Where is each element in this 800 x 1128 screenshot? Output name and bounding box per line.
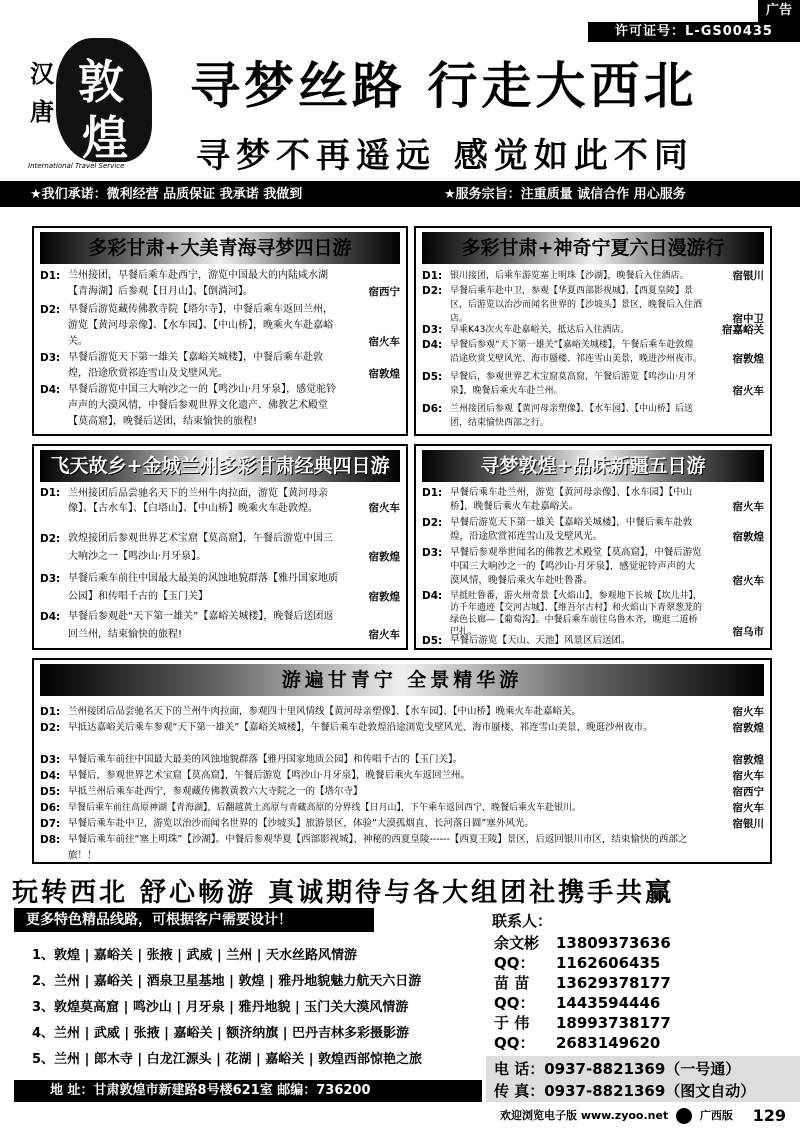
license-number: 许可证号：L-GS00435: [588, 22, 800, 42]
day-text: 敦煌接团后参观世界艺术宝窟【莫高窟】，午餐后游览中国三大响沙之一【鸣沙山·月牙泉】。: [68, 533, 333, 562]
day-label: D6:: [40, 802, 61, 814]
day-text: 早抵吐鲁番，游火州奇景【火焰山】，参观地下长城【坎儿井】，访千年遗迹【交河古城】、【维吾尔古村】和火焰山下青翠葱茏的绿色长廊—【葡萄沟】。中餐后乘车前往乌鲁木齐，晚逛二道桥巴扎。: [450, 591, 703, 637]
day-text: 早餐后，参观世界艺术宝窟【莫高窟】，午餐后游览【鸣沙山·月牙泉】，晚餐后乘火车返回兰州。: [68, 770, 471, 781]
subheadline: 寻梦不再遥远 感觉如此不同: [196, 136, 694, 176]
tour-day: [422, 338, 764, 366]
day-text: 银川接团，后乘车游览塞上明珠【沙湖】，晚餐后入住酒店。: [450, 271, 689, 281]
day-label: D3:: [422, 547, 443, 559]
service-text: ★服务宗旨：注重质量 诚信合作 用心服务: [444, 187, 686, 202]
day-label: D3:: [40, 754, 61, 766]
tour-day: [40, 382, 400, 430]
page-number: 129: [752, 1106, 786, 1125]
day-text: 早餐后乘车前往中国最大最美的风蚀地貌群落【雅丹国家地质公园】和传唱千古的【玉门关】: [68, 573, 338, 602]
day-stay: 宿火车: [368, 502, 400, 514]
tour-day: [40, 784, 764, 800]
contact-name: 于 伟: [494, 1014, 530, 1032]
day-text: 兰州接团后品尝驰名天下的兰州牛肉拉面，游览【黄河母亲像】、【古水车】、【白塔山】、【中山桥】晚乘火车赴敦煌。: [68, 488, 328, 514]
day-stay: 宿火车: [732, 501, 764, 513]
tour-title: 寻梦敦煌+品味新疆五日游: [422, 450, 764, 482]
tour-day: [422, 370, 764, 398]
logo-char: 唐: [30, 97, 54, 126]
day-text: 早餐后参观赴“天下第一雄关”【嘉峪关城楼】，晚餐后送团返回兰州，结束愉快的旅程!: [68, 611, 334, 640]
day-text: 兰州接团后品尝驰名天下的兰州牛肉拉面，参观四十里风情线【黄河母亲塑像】、【水车园】、【中山桥】晚乘火车赴嘉峪关。: [68, 706, 582, 717]
tour-day: [40, 832, 764, 864]
tour-title: 飞天故乡+金城兰州多彩甘肃经典四日游: [40, 450, 400, 482]
day-stay: 宿西宁: [732, 786, 764, 798]
day-stay: 宿敦煌: [732, 531, 764, 543]
day-label: D3:: [40, 573, 61, 585]
day-label: D5:: [40, 786, 61, 798]
day-label: D1:: [422, 270, 443, 282]
route-item: 3、敦煌莫高窟 | 鸣沙山 | 月牙泉 | 雅丹地貌 | 玉门关大漠风情游: [32, 1000, 409, 1015]
tour-day: [422, 322, 764, 338]
day-stay: 宿敦煌: [368, 368, 400, 380]
day-text: 早抵达嘉峪关后乘车参观“天下第一雄关”【嘉峪关城楼】，午餐后乘车赴敦煌沿途浏览戈壁风光、海市蜃楼、祁连雪山美景，晚逛沙州夜市。: [68, 722, 653, 733]
day-stay: 宿敦煌: [732, 754, 764, 766]
tour-box-1: [32, 226, 408, 436]
day-stay: 宿火车: [732, 770, 764, 782]
headline: 寻梦丝路 行走大西北: [190, 57, 698, 115]
contact-value: 2683149620: [556, 1034, 661, 1052]
tour-day: [422, 546, 764, 588]
day-label: D6:: [422, 403, 443, 415]
day-label: D5:: [422, 635, 443, 647]
day-text: 早餐后乘车前往高原神湖【青海湖】，后翻越黄土高原与青藏高原的分界线【日月山】，下午乘车返回西宁，晚餐后乘火车赴银川。: [68, 803, 582, 813]
day-stay: 宿敦煌: [732, 353, 764, 365]
day-stay: 宿火车: [732, 802, 764, 814]
day-stay: 宿中卫: [732, 313, 764, 325]
logo-english: International Travel Service: [28, 162, 125, 170]
ad-tag: 广告: [758, 0, 800, 22]
tour-day: [422, 516, 764, 544]
day-stay: 宿敦煌: [732, 722, 764, 734]
day-label: D1:: [40, 706, 61, 718]
tour-box-2: [414, 226, 772, 436]
day-label: D2:: [40, 533, 61, 545]
day-text: 兰州接团后参观【黄河母亲塑像】、【水车园】、【中山桥】后送团，结束愉快西部之行。: [450, 404, 694, 428]
tour-day: [40, 570, 400, 606]
tour-day: [40, 704, 764, 720]
tour-day: [40, 768, 764, 784]
fax: 传 真：0937-8821369（图文自动）: [494, 1082, 756, 1100]
tour-day: [40, 816, 764, 832]
tour-box-3: [32, 444, 408, 650]
contact-name: QQ：: [494, 954, 535, 972]
phone-fax-bar: [486, 1056, 800, 1102]
logo-char: 汉: [30, 59, 54, 88]
telephone: 电 话：0937-8821369（一号通）: [494, 1060, 741, 1078]
tour-day: [40, 302, 400, 350]
contact-value: 1162606435: [556, 954, 661, 972]
day-stay: 宿乌市: [732, 626, 764, 638]
day-label: D1:: [422, 487, 443, 499]
day-label: D5:: [422, 371, 443, 383]
contact-value: 13809373636: [556, 934, 671, 952]
contact-name: 余文彬: [494, 934, 540, 952]
company-logo: [28, 36, 158, 176]
day-text: 早餐后乘车赴中卫，游览以治沙而闻名世界的【沙坡头】旅游景区，体验“大漠孤烟直、长河落日圆”塞外风光。: [68, 818, 534, 829]
tour-title: 游遍甘青宁 全景精华游: [40, 664, 764, 696]
day-text: 早餐后游览天下第一雄关【嘉峪关城楼】，中餐后乘车赴敦煌，沿途欣赏祁连雪山及戈壁风光。: [68, 352, 323, 379]
tour-day: [422, 486, 764, 514]
contact-label: 联系人：: [492, 912, 553, 930]
tour-title: 多彩甘肃+大美青海寻梦四日游: [40, 232, 400, 264]
day-text: 早餐后乘车前往“塞上明珠”【沙湖】。中餐后参观华夏【西部影视城】、神秘的西夏皇陵------【西夏王陵】景区，后返回银川市区，结束愉快的西部之旅！！: [68, 834, 688, 861]
day-text: 兰州接团，早餐后乘车赴西宁，游览中国最大的内陆咸水湖【青海湖】后参观【日月山】、【倒淌河】。: [68, 270, 328, 297]
contact-panel: [486, 908, 800, 1056]
contact-name: QQ：: [494, 994, 535, 1012]
day-label: D1:: [40, 270, 61, 282]
day-text: 早餐后游览【天山、天池】风景区后送团。: [450, 635, 631, 646]
tour-day: [422, 284, 764, 326]
page-footer: [500, 1104, 800, 1128]
contact-name: 苗 苗: [494, 974, 530, 992]
day-label: D8:: [40, 834, 61, 846]
tour-box-5: [32, 658, 772, 864]
logo-char: 敦: [78, 55, 124, 109]
tour-day: [40, 268, 400, 300]
day-label: D1:: [40, 487, 61, 499]
day-text: 早乘K43次火车赴嘉峪关，抵达后入住酒店。: [450, 325, 630, 335]
contact-row: [494, 1012, 671, 1033]
day-label: D4:: [40, 611, 61, 623]
tour-day: [422, 402, 764, 430]
tour-title: 多彩甘肃+神奇宁夏六日漫游行: [422, 232, 764, 264]
contact-name: QQ：: [494, 1034, 535, 1052]
day-stay: 宿火车: [732, 575, 764, 587]
day-text: 早餐后乘车前往中国最大最美的风蚀地貌群落【雅丹国家地质公园】和传唱千古的【玉门关】。: [68, 754, 463, 765]
tour-day: [422, 634, 764, 648]
day-label: D4:: [422, 339, 443, 351]
logo-char: 煌: [82, 111, 128, 165]
publisher-logo-icon: [676, 1108, 692, 1124]
day-stay: 宿嘉峪关: [722, 324, 764, 336]
day-stay: 宿火车: [368, 336, 400, 348]
featured-routes: [14, 908, 482, 1078]
footer-site: 欢迎浏览电子版 www.zyoo.net: [500, 1109, 669, 1122]
tour-day: [40, 800, 764, 816]
promise-bar: [0, 183, 800, 207]
day-label: D2:: [40, 304, 61, 316]
contact-value: 18993738177: [556, 1014, 671, 1032]
day-stay: 宿敦煌: [368, 591, 400, 603]
day-text: 早餐后游览天下第一雄关【嘉峪关城楼】，中餐后乘车赴敦煌，沿途欣赏祁连雪山及戈壁风光。: [450, 517, 693, 542]
contact-row: [494, 1032, 660, 1053]
day-text: 早餐后乘车赴中卫，参观【华夏西部影视城】、【西夏皇陵】景区，后游览以治沙而闻名世界的【沙坡头】景区，晚餐后入住酒店。: [450, 286, 703, 324]
day-stay: 宿银川: [732, 818, 764, 830]
tour-day: [422, 268, 764, 284]
day-text: 早抵兰州后乘车赴西宁，参观藏传佛教黄教六大寺院之一的【塔尔寺】: [68, 786, 363, 797]
tour-day: [40, 486, 400, 516]
tour-day: [40, 350, 400, 382]
route-item: 5、兰州 | 郎木寺 | 白龙江源头 | 花湖 | 嘉峪关 | 敦煌西部惊艳之旅: [32, 1052, 423, 1067]
route-item: 4、兰州 | 武威 | 张掖 | 嘉峪关 | 额济纳旗 | 巴丹吉林多彩摄影游: [32, 1026, 410, 1041]
footer-edition: 广西版: [699, 1109, 733, 1122]
route-item: 2、兰州 | 嘉峪关 | 酒泉卫星基地 | 敦煌 | 雅丹地貌魅力航天六日游: [32, 974, 422, 989]
day-label: D2:: [422, 285, 443, 297]
day-text: 早餐后乘车赴兰州，游览【黄河母亲像】、【水车园】【中山桥】，晚餐后乘火车赴嘉峪关。: [450, 487, 693, 512]
day-label: D2:: [40, 722, 61, 734]
routes-header: 更多特色精品线路，可根据客户需要设计！: [14, 908, 374, 932]
day-stay: 宿敦煌: [368, 551, 400, 563]
day-stay: 宿火车: [732, 706, 764, 718]
day-stay: 宿火车: [732, 385, 764, 397]
day-label: D7:: [40, 818, 61, 830]
day-label: D4:: [422, 590, 443, 602]
day-text: 早餐后参观“天下第一雄关”【嘉峪关城楼】，午餐后乘车赴敦煌沿途欣赏戈壁风光、海市蜃楼、祁连雪山美景，晚进沙州夜市。: [450, 340, 703, 364]
contact-row: [494, 932, 671, 953]
slogan: 玩转西北 舒心畅游 真诚期待与各大组团社携手共赢: [12, 878, 675, 908]
contact-value: 13629378177: [556, 974, 671, 992]
day-text: 早餐后游览藏传佛教寺院【塔尔寺】，中餐后乘车返回兰州，游览【黄河母亲像】、【水车园】、【中山桥】，晚乘火车赴嘉峪关。: [68, 304, 333, 347]
contact-row: [494, 952, 660, 973]
contact-row: [494, 972, 671, 993]
promise-text: ★我们承诺：微利经营 品质保证 我承诺 我做到: [30, 187, 303, 202]
tour-box-4: [414, 444, 772, 650]
tour-day: [40, 752, 764, 768]
day-stay: 宿火车: [368, 629, 400, 641]
day-stay: 宿西宁: [368, 286, 400, 298]
tour-day: [40, 608, 400, 644]
address-bar: 地 址：甘肃敦煌市新建路8号楼621室 邮编：736200: [14, 1080, 482, 1102]
day-label: D4:: [40, 770, 61, 782]
route-item: 1、敦煌 | 嘉峪关 | 张掖 | 武威 | 兰州 | 天水丝路风情游: [32, 948, 358, 963]
day-text: 早餐后游览中国三大响沙之一的【鸣沙山·月牙泉】，感觉驼铃声声的大漠风情，中餐后参观世界文化遗产、佛教艺术殿堂【莫高窟】，晚餐后送团，结束愉快的旅程!: [68, 384, 337, 427]
contact-row: [494, 992, 660, 1013]
day-stay: 宿银川: [732, 270, 764, 282]
day-label: D4:: [40, 384, 61, 396]
tour-day: [40, 530, 400, 566]
tour-day: [422, 590, 764, 638]
day-label: D3:: [422, 324, 443, 336]
tour-day: [40, 720, 764, 736]
day-label: D2:: [422, 517, 443, 529]
day-text: 早餐后，参观世界艺术宝窟莫高窟，午餐后游览【鸣沙山·月牙泉】，晚餐后乘火车赴兰州。: [450, 372, 696, 396]
day-label: D3:: [40, 352, 61, 364]
contact-value: 1443594446: [556, 994, 661, 1012]
day-text: 早餐后参观举世闻名的佛教艺术殿堂【莫高窟】，中餐后游览中国三大响沙之一的【鸣沙山·月牙泉】，感觉驼铃声声的大漠风情，晚餐后乘火车赴吐鲁番。: [450, 547, 702, 586]
